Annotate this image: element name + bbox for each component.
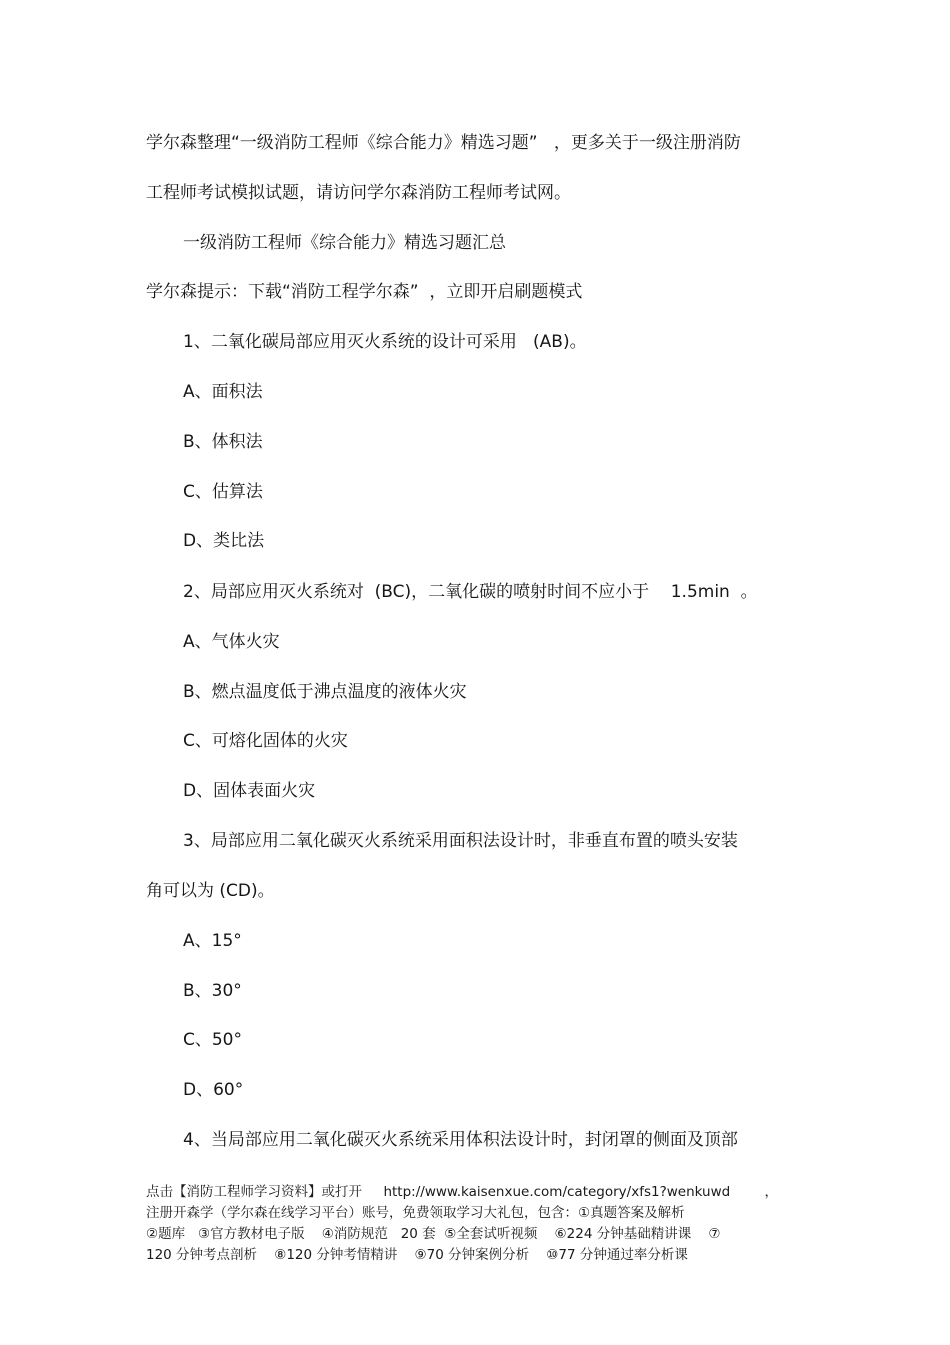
section-title: 一级消防工程师《综合能力》精选习题汇总: [183, 233, 506, 253]
question-2-option-d: D、固体表面火灾: [183, 781, 316, 801]
question-3-option-d: D、60°: [183, 1080, 244, 1100]
tip-text: 学尔森提示：下载“消防工程学尔森” ，立即开启刷题模式: [146, 282, 583, 302]
question-3-option-b: B、30°: [183, 981, 242, 1001]
question-1-option-b: B、体积法: [183, 432, 263, 452]
question-1-option-d: D、类比法: [183, 531, 265, 551]
question-2-option-c: C、可熔化固体的火灾: [183, 731, 348, 751]
question-1-option-a: A、面积法: [183, 382, 263, 402]
footer-line-4: 120 分钟考点剖析 ⑧120 分钟考情精讲 ⑨70 分钟案例分析 ⑩77 分钟通过率分析课: [146, 1247, 688, 1263]
question-3-option-c: C、50°: [183, 1030, 243, 1050]
question-3-option-a: A、15°: [183, 931, 242, 951]
question-1-stem: 1、二氧化碳局部应用灭火系统的设计可采用 (AB)。: [183, 332, 587, 352]
footer-line-3: ②题库 ③官方教材电子版 ④消防规范 20 套 ⑤全套试听视频 ⑥224 分钟基础精讲课 ⑦: [146, 1226, 721, 1242]
question-1-option-c: C、估算法: [183, 482, 263, 502]
intro-line-2: 工程师考试模拟试题，请访问学尔森消防工程师考试网。: [146, 183, 571, 203]
question-2-stem: 2、局部应用灭火系统对 (BC)，二氧化碳的喷射时间不应小于 1.5min 。: [183, 582, 758, 602]
question-2-option-a: A、气体火灾: [183, 632, 280, 652]
question-3-stem-line-2: 角可以为 (CD)。: [146, 881, 275, 901]
question-4-stem-line-1: 4、当局部应用二氧化碳灭火系统采用体积法设计时，封闭罩的侧面及顶部: [183, 1130, 738, 1150]
question-2-option-b: B、燃点温度低于沸点温度的液体火灾: [183, 682, 467, 702]
question-3-stem-line-1: 3、局部应用二氧化碳灭火系统采用面积法设计时，非垂直布置的喷头安装: [183, 831, 738, 851]
footer-line-2: 注册开森学（学尔森在线学习平台）账号，免费领取学习大礼包，包含：①真题答案及解析: [146, 1205, 685, 1221]
footer-line-1[interactable]: 点击【消防工程师学习资料】或打开 http://www.kaisenxue.com/category/xfs1?wenkuwd ，: [146, 1184, 779, 1200]
intro-line-1: 学尔森整理“一级消防工程师《综合能力》精选习题” ，更多关于一级注册消防: [146, 133, 741, 153]
